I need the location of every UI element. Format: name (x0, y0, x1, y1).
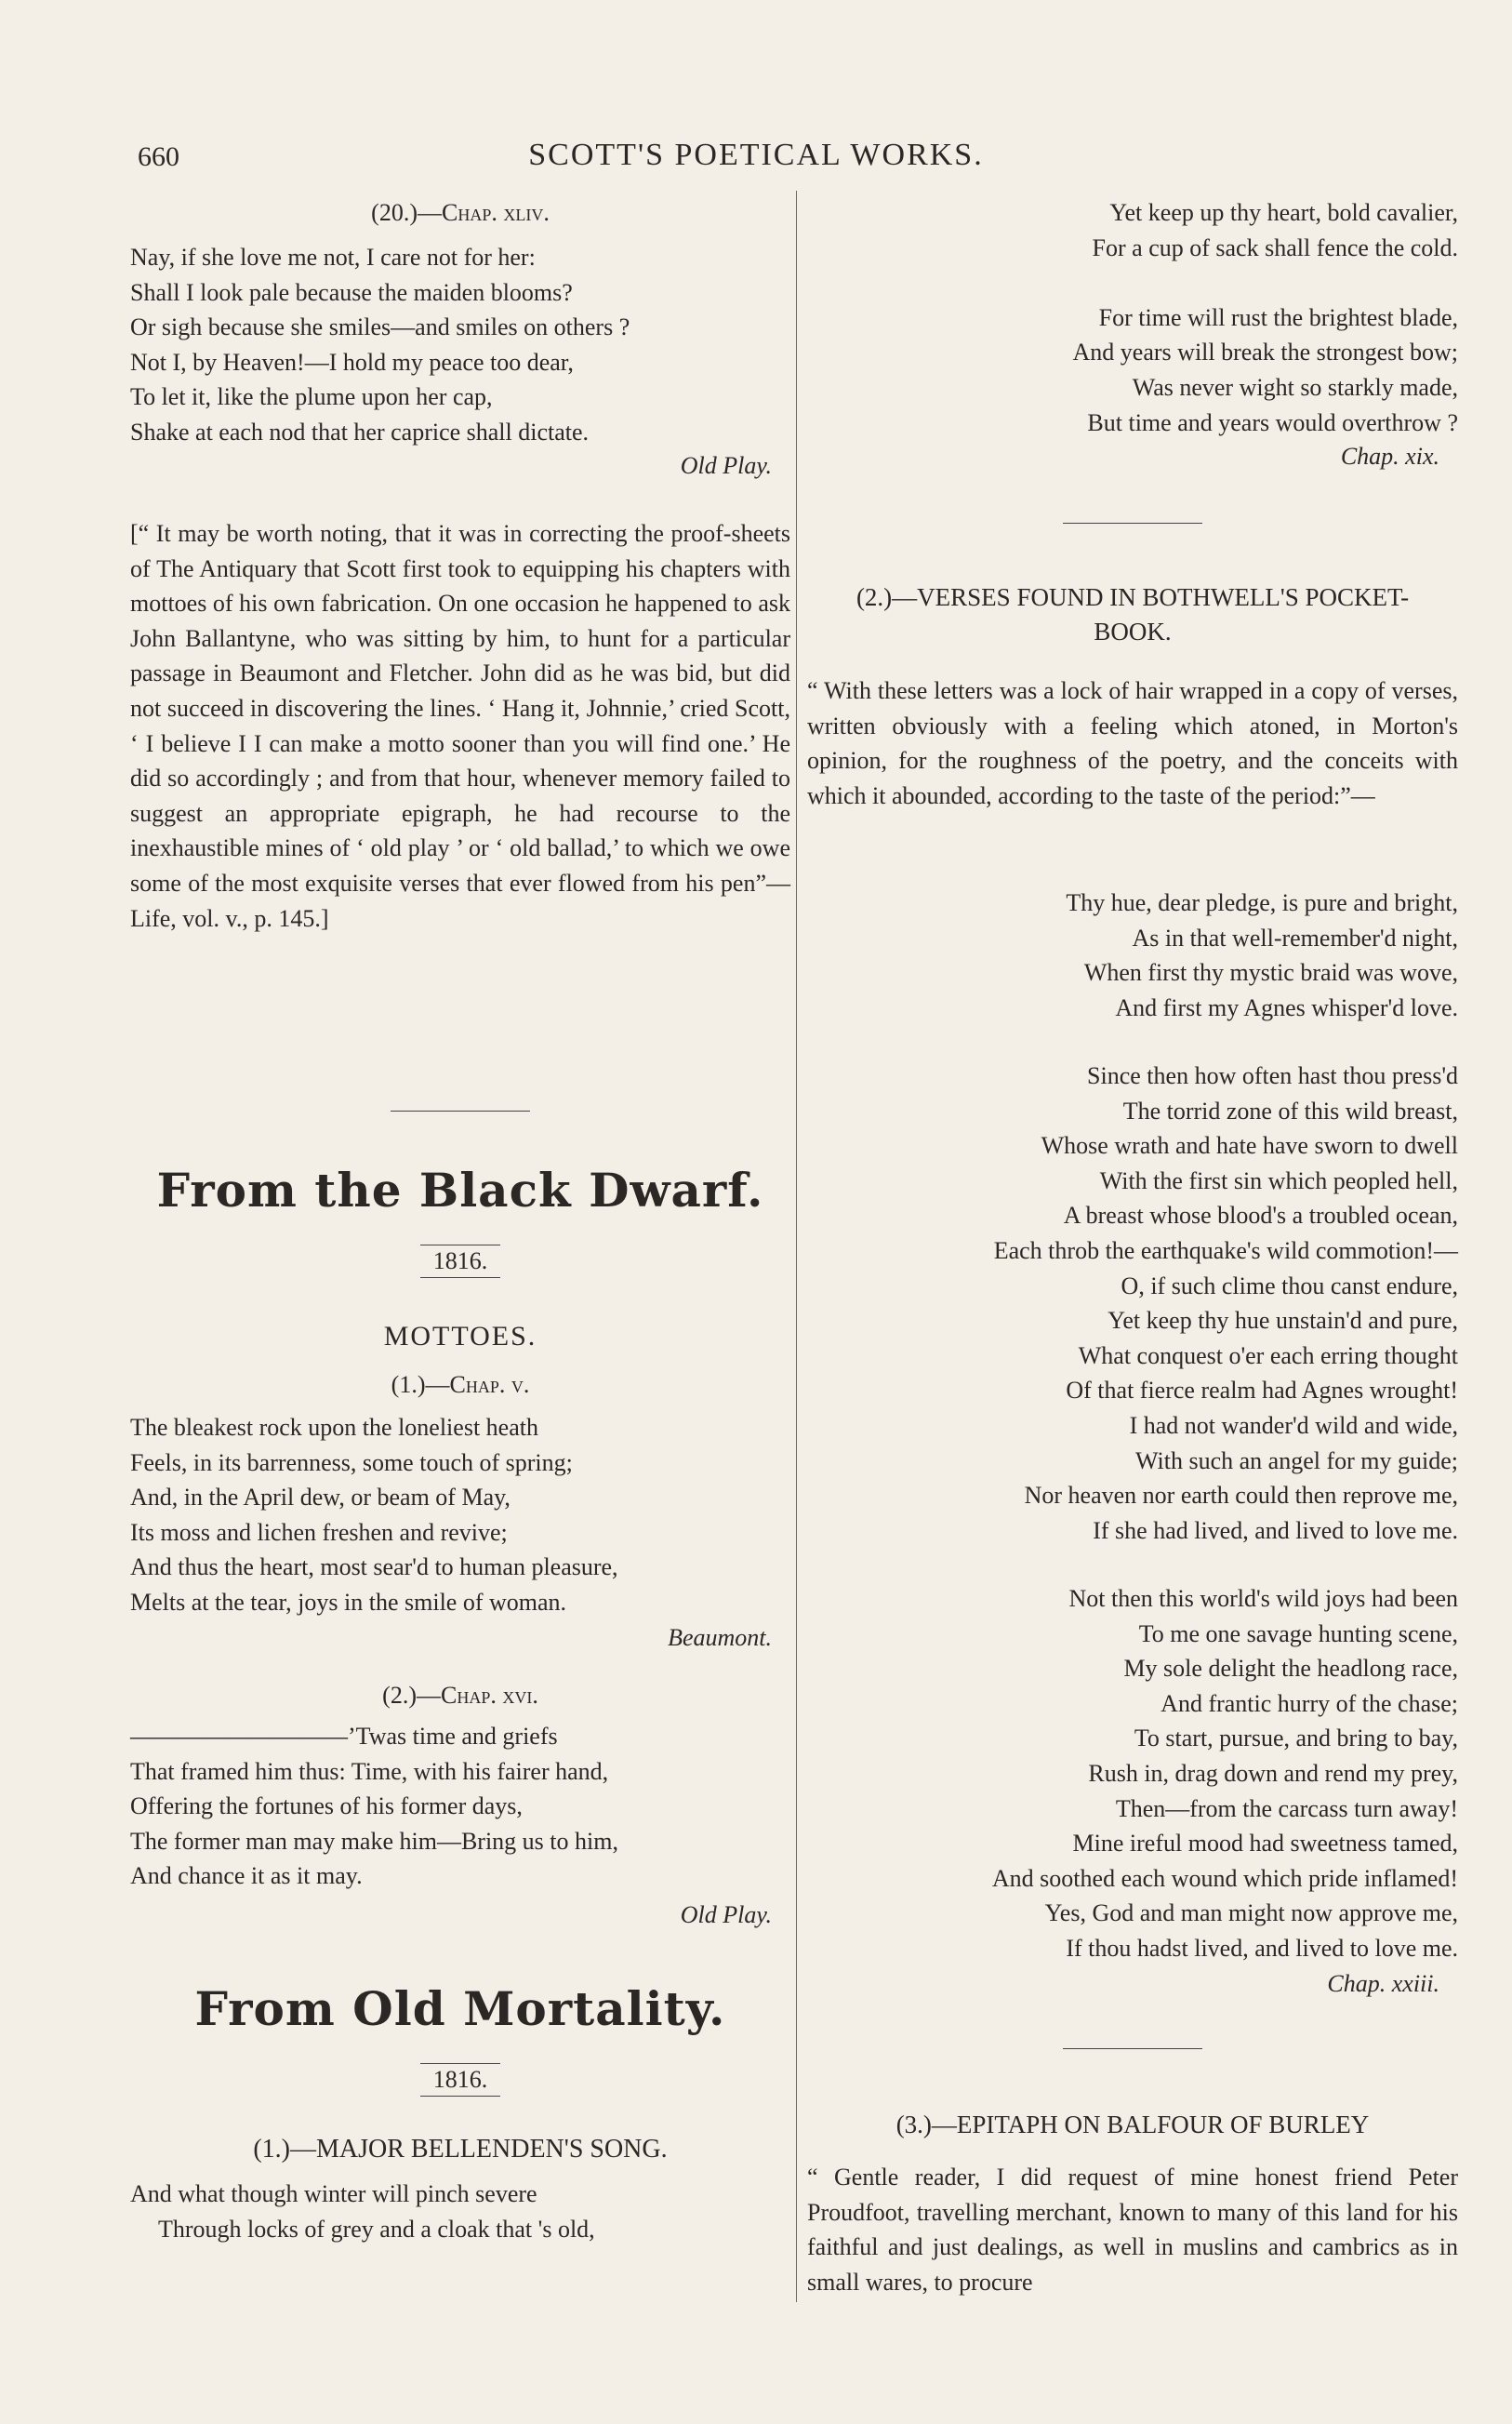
verse-line: When first thy mystic braid was wove, (1083, 959, 1458, 987)
attribution: Chap. xxiii. (1327, 1970, 1439, 1997)
song-heading: (1.)—MAJOR BELLENDEN'S SONG. (253, 2135, 668, 2164)
verse-line: Nay, if she love me not, I care not for her: (130, 244, 536, 271)
section-rule (1063, 2048, 1202, 2049)
verse-bellenden (130, 2177, 790, 2246)
verse-line: To me one savage hunting scene, (1138, 1619, 1458, 1647)
verse-line: The bleakest rock upon the loneliest heath (130, 1414, 538, 1441)
verse-line: Feels, in its barrenness, some touch of spring; (130, 1448, 573, 1476)
verse-line: Nor heaven nor earth could then reprove me, (1024, 1482, 1458, 1510)
section-heading-chap-v: (1.)—Chap. v. (391, 1371, 530, 1398)
verse-line: Whose wrath and hate have sworn to dwell (1041, 1132, 1458, 1160)
verse-line: Since then how often hast thou press'd (1087, 1062, 1458, 1089)
verse-chap-xvi (130, 1719, 790, 1894)
verse-chap-xliv (130, 240, 790, 450)
verse-line: And soothed each wound which pride inflamed! (991, 1864, 1458, 1892)
stanza-1 (865, 886, 1458, 1025)
page-number: 660 (138, 141, 179, 172)
section-title-old-mortality: From Old Mortality. (194, 1981, 726, 2036)
attribution: Beaumont. (668, 1624, 772, 1651)
verse-line: A breast whose blood's a troubled ocean, (1063, 1202, 1458, 1230)
verse-line: Rush in, drag down and rend my prey, (1088, 1759, 1458, 1787)
verse-line: Or sigh because she smiles—and smiles on others ? (130, 313, 630, 341)
verse-line: With such an angel for my guide; (1135, 1446, 1458, 1474)
verse-line: My sole delight the headlong race, (1123, 1655, 1458, 1683)
running-title: SCOTT'S POETICAL WORKS. (528, 138, 984, 172)
section-heading-chap-xliv: (20.)—Chap. xliv. (371, 199, 550, 226)
stanza-3 (865, 1581, 1458, 1966)
verse-line: What conquest o'er each erring thought (1078, 1341, 1458, 1369)
epitaph-heading: (3.)—EPITAPH ON BALFOUR OF BURLEY (895, 2111, 1370, 2138)
year-label (130, 2063, 790, 2097)
verse-line: Yet keep thy hue unstain'd and pure, (1107, 1307, 1458, 1335)
verse-line: O, if such clime thou canst endure, (1121, 1272, 1458, 1299)
verse-line: Shall I look pale because the maiden blooms? (130, 278, 573, 306)
verse-line: Was never wight so starkly made, (1132, 373, 1458, 401)
verse-line: If thou hadst lived, and lived to love me. (1066, 1934, 1458, 1962)
stanza-2 (865, 1059, 1458, 1548)
section-heading-chap-xvi: (2.)—Chap. xvi. (382, 1682, 538, 1709)
verse-line: That framed him thus: Time, with his fairer hand, (130, 1757, 609, 1785)
verse-line: To start, pursue, and bring to bay, (1134, 1725, 1458, 1752)
verse-line: But time and years would overthrow ? (1087, 408, 1458, 436)
year-text: 1816. (420, 1245, 501, 1278)
verse-line: Shake at each nod that her caprice shall dictate. (130, 418, 590, 446)
verse-line: The torrid zone of this wild breast, (1122, 1097, 1458, 1125)
verse-line: The former man may make him—Bring us to him, (130, 1827, 618, 1855)
verse-line: For time will rust the brightest blade, (1098, 303, 1458, 331)
verse-line (837, 265, 1458, 300)
verses-heading: (2.)—VERSES FOUND IN BOTHWELL'S POCKET-BOOK. (855, 583, 1410, 646)
verse-line: Of that fierce realm had Agnes wrought! (1066, 1377, 1458, 1405)
section-rule (391, 1111, 530, 1112)
verse-line: Through locks of grey and a cloak that 's old, (158, 2215, 595, 2243)
verse-line: Melts at the tear, joys in the smile of woman. (130, 1588, 567, 1616)
verse-line: And frantic hurry of the chase; (1161, 1689, 1458, 1717)
verse-line: —————————’Twas time and griefs (130, 1723, 558, 1750)
verse-line: If she had lived, and lived to love me. (1093, 1516, 1458, 1544)
verse-line: Its moss and lichen freshen and revive; (130, 1518, 508, 1546)
mottoes-heading: MOTTOES. (383, 1321, 537, 1352)
column-divider (796, 191, 797, 2302)
attribution: Chap. xix. (1340, 443, 1439, 470)
verse-line: And years will break the strongest bow; (1072, 339, 1458, 366)
section-title-black-dwarf: From the Black Dwarf. (156, 1163, 764, 1218)
verse-line: Mine ireful mood had sweetness tamed, (1072, 1830, 1458, 1858)
verse-chap-v (130, 1410, 790, 1620)
verse-line: Offering the fortunes of his former days, (130, 1792, 523, 1820)
verse-line: As in that well-remember'd night, (1132, 924, 1458, 952)
verse-line: And first my Agnes whisper'd love. (1115, 993, 1458, 1021)
verse-line: Yes, God and man might now approve me, (1044, 1899, 1458, 1927)
verses-intro: “ With these letters was a lock of hair wrapped in a copy of verses, written obviously with a feeling which atoned, in Morton's opinion, for the roughness of the poetry, and the conceits with which it abounded, according to the taste of the period:”— (807, 677, 1458, 809)
section-rule (1063, 523, 1202, 524)
verse-line: And what though winter will pinch severe (130, 2180, 537, 2207)
verse-line: Not then this world's wild joys had been (1068, 1585, 1458, 1612)
verse-line: For a cup of sack shall fence the cold. (1092, 233, 1458, 261)
attribution: Old Play. (680, 452, 772, 479)
verse-line: Each throb the earthquake's wild commotion!— (993, 1236, 1458, 1264)
verse-line: And chance it as it may. (130, 1862, 363, 1890)
verse-line: Then—from the carcass turn away! (1115, 1794, 1458, 1822)
verse-line: Not I, by Heaven!—I hold my peace too dear, (130, 348, 574, 376)
verse-line: With the first sin which peopled hell, (1099, 1166, 1458, 1194)
verse-line: To let it, like the plume upon her cap, (130, 383, 493, 411)
verse-bellenden-cont (837, 195, 1458, 440)
biographical-note: [“ It may be worth noting, that it was in correcting the proof-sheets of The Antiquary that Scott first took to equipping his chapters with mottoes of his own fabrication. On one occasion he happened to ask John Ballantyne, who was sitting by him, to hunt for a particular passage in Beaumont and Fletcher. John did as he was bid, but did not succeed in discovering the lines. ‘ Hang it, Johnnie,’ cried Scott, ‘ I believe I I can make a motto sooner than you will find one.’ He did so accordingly ; and from that hour, whenever memory failed to suggest an appropriate epigraph, he had recourse to the inexhaustible mines of ‘ old play ’ or ‘ old ballad,’ to which we owe some of the most exquisite verses that ever flowed from his pen”—Life, vol. v., p. 145.] (130, 520, 790, 932)
verse-line: And thus the heart, most sear'd to human pleasure, (130, 1553, 618, 1581)
epitaph-intro: “ Gentle reader, I did request of mine honest friend Peter Proudfoot, travelling merchant, known to many of this land for his faithful and just dealings, as well in muslins and cambrics as in small wares, to procure (807, 2164, 1458, 2296)
attribution: Old Play. (680, 1901, 772, 1928)
verse-line: Yet keep up thy heart, bold cavalier, (1109, 199, 1458, 226)
year-label (130, 1245, 790, 1278)
verse-line: I had not wander'd wild and wide, (1129, 1411, 1458, 1439)
year-text: 1816. (420, 2063, 501, 2097)
verse-line: And, in the April dew, or beam of May, (130, 1484, 511, 1512)
verse-line: Thy hue, dear pledge, is pure and bright, (1066, 889, 1458, 916)
